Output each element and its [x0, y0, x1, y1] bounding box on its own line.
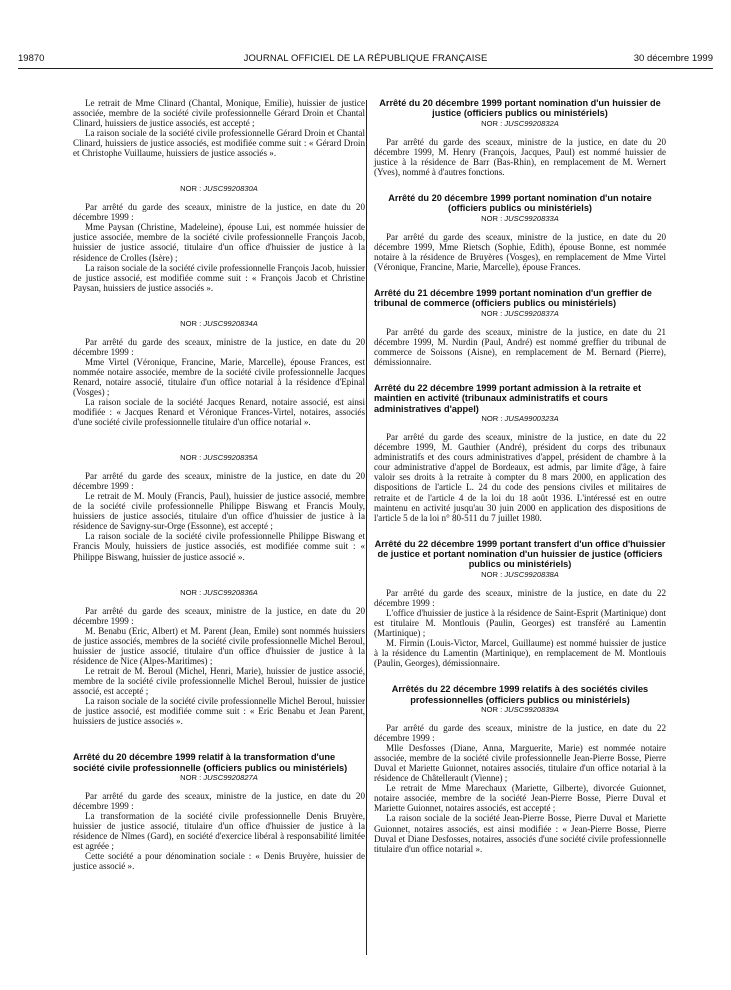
nor-label: NOR : — [180, 453, 202, 463]
nor-code: JUSC9920838A — [504, 569, 559, 579]
decree-section — [374, 539, 666, 669]
nor-label: NOR : — [180, 772, 202, 782]
paragraph: L'office d'huissier de justice à la résidence de Saint-Esprit (Martinique) dont est titulaire M. Montlouis (Paulin, Georges) est transféré au Lamentin (Martinique) ; — [374, 607, 666, 639]
paragraph: La raison sociale de la société Jacques Renard, notaire associé, est ainsi modifiée : « Jacques Renard et Véronique Frances-Virtel, notaires, associés d'une société civile professionnelle titulaire d'un office notarial ». — [73, 396, 365, 428]
decree-title: Arrêtés du 22 décembre 1999 relatifs à des sociétés civiles professionnelles (officiers publics ou ministériels) — [391, 684, 649, 705]
paragraph: La raison sociale de la société civile professionnelle Michel Beroul, huissier de justice associé, est modifiée comme suit : « Eric Benabu et Jean Parent, huissiers de justice associés ». — [73, 695, 365, 727]
decree-title: Arrêté du 22 décembre 1999 portant admission à la retraite et maintien en activité (tribunaux administratifs et cours administratives d'appel) — [374, 383, 642, 414]
paragraph: Par arrêté du garde des sceaux, ministre de la justice, en date du 20 décembre 1999 : — [73, 605, 365, 626]
nor-label: NOR : — [481, 118, 503, 128]
decree-title: Arrêté du 22 décembre 1999 portant transfert d'un office d'huissier de justice et portant nomination d'un huissier de justice (officiers publics ou ministériels) — [374, 538, 666, 570]
nor-code: JUSA9900323A — [504, 414, 559, 424]
journal-title: JOURNAL OFFICIEL DE LA RÉPUBLIQUE FRANÇAISE — [243, 53, 488, 64]
decree-title: Arrêté du 20 décembre 1999 relatif à la transformation d'une société civile professionnelle (officiers publics ou ministériels) — [73, 752, 348, 773]
paragraph: Par arrêté du garde des sceaux, ministre de la justice, en date du 21 décembre 1999, M. Nurdin (Paul, André) est nommé greffier du tribunal de commerce de Soissons (Aisne), en remplacement de M. Bernard (Pierre), démissionnaire. — [374, 326, 666, 367]
nor-reference — [374, 119, 666, 129]
paragraph: Par arrêté du garde des sceaux, ministre de la justice, en date du 20 décembre 1999 : — [73, 471, 365, 492]
paragraph: Cette société a pour dénomination sociale : « Denis Bruyère, huissier de justice associé ». — [73, 851, 365, 872]
nor-reference — [374, 705, 666, 715]
nor-code: JUSC9920832A — [504, 118, 559, 128]
nor-label: NOR : — [180, 587, 202, 597]
paragraph: La raison sociale de la société civile professionnelle François Jacob, huissier de justice associé, est modifiée comme suit : « François Jacob et Christine Paysan, huissiers de justice associés ». — [73, 262, 365, 293]
nor-reference — [374, 309, 666, 319]
decree-section — [73, 752, 365, 871]
paragraph: Par arrêté du garde des sceaux, ministre de la justice, en date du 22 décembre 1999 : — [374, 587, 666, 608]
paragraph: La raison sociale de la société civile professionnelle Gérard Droin et Chantal Clinard, huissiers de justice associés, est modifiée comme suit : « Gérard Droin et Christophe Vuillaume, huissiers de justice associés ». — [73, 128, 365, 159]
nor-reference — [374, 214, 666, 224]
nor-reference — [73, 319, 365, 329]
paragraph: Le retrait de Mme Clinard (Chantal, Monique, Emilie), huissier de justice associée, membre de la société civile professionnelle Gérard Droin et Chantal Clinard, huissiers de justice associés, est accepté ; — [73, 98, 365, 129]
notice-block — [73, 588, 365, 727]
right-column — [374, 98, 666, 854]
paragraph: M. Benabu (Eric, Albert) et M. Parent (Jean, Emile) sont nommés huissiers de justice associés, membres de la société civile professionnelle Michel Beroul, huissier de justice associé, titulaire d'un office d'huissier de justice à la résidence de Nice (Alpes-Maritimes) ; — [73, 625, 365, 666]
paragraph: Par arrêté du garde des sceaux, ministre de la justice, en date du 22 décembre 1999 : — [374, 723, 666, 744]
paragraph: Mme Virtel (Véronique, Francine, Marie, Marcelle), épouse Frances, est nommée notaire associée, membre de la société civile professionnelle Jacques Renard, notaire associé, titulaire d'un office notarial à la résidence d'Epinal (Vosges) ; — [73, 356, 365, 397]
decree-section — [374, 98, 666, 177]
decree-title: Arrêté du 21 décembre 1999 portant nomination d'un greffier de tribunal de commerce (officiers publics ou ministériels) — [374, 288, 652, 309]
nor-reference — [73, 588, 365, 598]
paragraph: Le retrait de M. Mouly (Francis, Paul), huissier de justice associé, membre de la société civile professionnelle Philippe Biswang et Francis Mouly, huissiers de justice associés, titulaire d'un office d'huissier de justice à la résidence de Savigny-sur-Orge (Essonne), est accepté ; — [73, 491, 365, 532]
nor-reference — [374, 414, 666, 424]
notice-block — [73, 184, 365, 292]
nor-label: NOR : — [180, 318, 202, 328]
nor-code: JUSC9920839A — [504, 705, 559, 715]
paragraph: Par arrêté du garde des sceaux, ministre de la justice, en date du 20 décembre 1999 : — [73, 790, 365, 811]
decree-section — [374, 383, 666, 523]
paragraph: M. Firmin (Louis-Victor, Marcel, Guillaume) est nommé huissier de justice à la résidence du Lamentin (Martinique), en remplacement de M. Montlouis (Paulin, Georges), démissionnaire. — [374, 638, 666, 669]
decree-section — [374, 193, 666, 272]
nor-label: NOR : — [481, 705, 503, 715]
nor-label: NOR : — [481, 414, 503, 424]
decree-section — [374, 684, 666, 853]
nor-code: JUSC9920835A — [203, 453, 258, 463]
column-divider — [366, 100, 367, 955]
notice-block — [73, 319, 365, 427]
nor-reference — [73, 453, 365, 463]
nor-code: JUSC9920833A — [504, 213, 559, 223]
nor-code: JUSC9920834A — [203, 318, 258, 328]
paragraph: Par arrêté du garde des sceaux, ministre de la justice, en date du 20 décembre 1999, Mme Rietsch (Sophie, Edith), épouse Bonne, est nommée notaire à la résidence de Bruyères (Vosges), en remplacement de Mme Virtel (Véronique, Francine, Marie, Marcelle), épouse Frances. — [374, 231, 666, 272]
paragraph: La transformation de la société civile professionnelle Denis Bruyère, huissier de justice associé, titulaire d'un office d'huissier de justice à la résidence de Nîmes (Gard), en société d'exercice libéral à responsabilité limitée est agréée ; — [73, 811, 365, 852]
paragraph: Mme Paysan (Christine, Madeleine), épouse Lui, est nommée huissier de justice associée, membre de la société civile professionnelle François Jacob, huissier de justice associé, titulaire d'un office d'huissier de justice à la résidence de Crolles (Isère) ; — [73, 222, 365, 263]
decree-section — [374, 288, 666, 367]
issue-date: 30 décembre 1999 — [633, 53, 713, 64]
nor-code: JUSC9920836A — [203, 587, 258, 597]
nor-label: NOR : — [481, 213, 503, 223]
nor-label: NOR : — [481, 569, 503, 579]
nor-code: JUSC9920827A — [203, 772, 258, 782]
page-number: 19870 — [18, 53, 45, 64]
paragraph: Le retrait de Mme Marechaux (Mariette, Gilberte), divorcée Guionnet, notaire associée, membre de la société Jean-Pierre Bosse, Pierre Duval et Mariette Guionnet, notaires associés, est accepté ; — [374, 783, 666, 814]
paragraph: Par arrêté du garde des sceaux, ministre de la justice, en date du 20 décembre 1999 : — [73, 202, 365, 223]
notice-block — [73, 98, 365, 158]
header-rule — [18, 68, 713, 69]
paragraph: Par arrêté du garde des sceaux, ministre de la justice, en date du 20 décembre 1999, M. Henry (François, Jacques, Paul) est nommé huissier de justice à la résidence de Barr (Bas-Rhin), en remplacement de M. Wernert (Yves), nommé à d'autres fonctions. — [374, 136, 666, 177]
paragraph: La raison sociale de la société Jean-Pierre Bosse, Pierre Duval et Mariette Guionnet, notaires associés, est ainsi modifiée : « Jean-Pierre Bosse, Pierre Duval et Diane Desfosses, notaires, associés d'une société civile professionnelle titulaire d'un office notarial ». — [374, 813, 666, 854]
nor-code: JUSC9920837A — [504, 308, 559, 318]
nor-reference — [73, 773, 365, 783]
left-column — [73, 98, 365, 871]
nor-reference — [374, 570, 666, 580]
decree-title: Arrêté du 20 décembre 1999 portant nomination d'un notaire (officiers publics ou ministériels) — [388, 193, 652, 214]
paragraph: Par arrêté du garde des sceaux, ministre de la justice, en date du 20 décembre 1999 : — [73, 336, 365, 357]
paragraph: La raison sociale de la société civile professionnelle Philippe Biswang et Francis Mouly, huissiers de justice associés, est modifiée comme suit : « Philippe Biswang, huissier de justice associé ». — [73, 531, 365, 562]
page-header — [18, 52, 713, 66]
nor-label: NOR : — [481, 308, 503, 318]
decree-title: Arrêté du 20 décembre 1999 portant nomination d'un huissier de justice (officiers publics ou ministériels) — [379, 98, 661, 119]
nor-label: NOR : — [180, 184, 202, 194]
nor-code: JUSC9920830A — [203, 184, 258, 194]
paragraph: Par arrêté du garde des sceaux, ministre de la justice, en date du 22 décembre 1999, M. Gauthier (André), président du corps des tribunaux administratifs et des cours administratives d'appel, président de chambre à la cour administrative d'appel de Bordeaux, est admis, par limite d'âge, à faire valoir ses droits à la retraite à compter du 8 mars 2000, en application des dispositions de l'article L. 24 du code des pensions civiles et militaires de retraite et de l'article 4 de la loi du 18 août 1936. L'intéressé est en outre maintenu en activité jusqu'au 30 juin 2000 en application des dispositions de l'article 5 de la loi n° 80-511 du 7 juillet 1980. — [374, 432, 666, 523]
nor-reference — [73, 184, 365, 194]
paragraph: Le retrait de M. Beroul (Michel, Henri, Marie), huissier de justice associé, membre de la société civile professionnelle Michel Beroul, huissier de justice associé, est accepté ; — [73, 665, 365, 696]
notice-block — [73, 453, 365, 561]
paragraph: Mlle Desfosses (Diane, Anna, Marguerite, Marie) est nommée notaire associée, membre de la société civile professionnelle Jean-Pierre Bosse, Pierre Duval et Mariette Guionnet, notaires associés, titulaire d'un office notarial à la résidence de Châtellerault (Vienne) ; — [374, 743, 666, 784]
